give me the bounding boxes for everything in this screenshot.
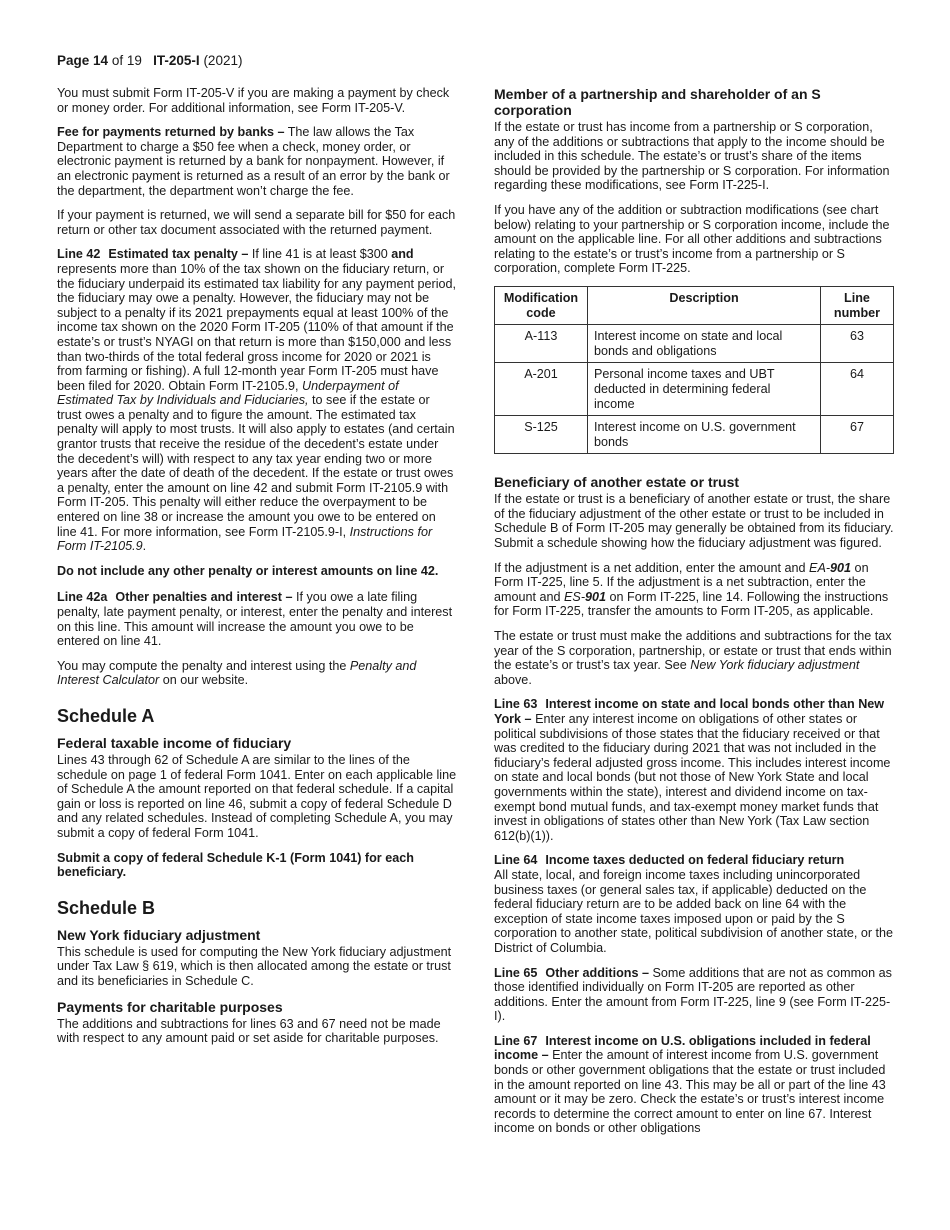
line67-title: Interest income on U.S. obligations included in federal income – xyxy=(494,1033,871,1063)
line64-text: All state, local, and foreign income taxes including unincorporated business taxes (or general sales tax, if applicable) deducted on the federal fiduciary return are to be added back on line 64 with the exception of state income taxes imposed upon or paid by the S corporation to another state, political subdivision of another state, or the District of Columbia. xyxy=(494,867,894,955)
es-code-prefix: ES- xyxy=(564,589,586,604)
schedule-a-subheading: Federal taxable income of fiduciary xyxy=(57,734,292,751)
modification-description: Interest income on state and local bonds and obligations xyxy=(588,325,821,363)
table-header-row xyxy=(495,286,894,324)
charitable-subheading: Payments for charitable purposes xyxy=(57,998,283,1015)
modification-description: Interest income on U.S. government bonds xyxy=(588,416,821,454)
line-number: 64 xyxy=(821,363,894,416)
schedule-b-subheading: New York fiduciary adjustment xyxy=(57,926,261,943)
page-number: 14 xyxy=(93,53,109,68)
fee-label: Fee for payments returned by banks – xyxy=(57,125,285,140)
returned-payment-paragraph: If your payment is returned, we will send a separate bill for $50 for each return or other tax document associated with the returned payment. xyxy=(57,208,456,237)
submit-it205v-paragraph: You must submit Form IT-205-V if you are making a payment by check or money order. For additional information, see Form IT-205-V. xyxy=(57,86,450,115)
line65-paragraph xyxy=(494,966,894,1024)
line63-label: Line 63 xyxy=(494,697,538,712)
table-row xyxy=(495,363,894,416)
ea-code-number: 901 xyxy=(830,560,852,575)
member-heading: Member of a partnership and shareholder of an S corporation xyxy=(494,86,821,118)
line65-label: Line 65 xyxy=(494,965,538,980)
page-header xyxy=(57,53,242,68)
es-code-number: 901 xyxy=(585,589,607,604)
calc-text-a: You may compute the penalty and interest using the xyxy=(57,658,350,673)
schedule-b-heading: Schedule B xyxy=(57,897,156,918)
line42-instructions-title: Instructions for Form IT-2105.9 xyxy=(57,524,433,554)
line-number: 67 xyxy=(821,416,894,454)
beneficiary-paragraph-3 xyxy=(494,629,894,687)
modification-description: Personal income taxes and UBT deducted in determining federal income xyxy=(588,363,821,416)
line63-paragraph xyxy=(494,697,894,843)
table-row xyxy=(495,416,894,454)
page-total: of 19 xyxy=(111,53,142,68)
fee-text: The law allows the Tax Department to charge a $50 fee when a check, money order, or electronic payment is returned by a bank for nonpayment. However, if an electronic payment is returned as a result of an error by the bank or the department, the department won’t charge the fee. xyxy=(57,125,450,198)
line42a-title: Other penalties and interest – xyxy=(115,590,293,605)
column-header: Modification code xyxy=(495,286,588,324)
member-paragraph-1: If the estate or trust has income from a partnership or S corporation, any of the additions or subtractions that apply to the income should be included in this schedule. The estate’s or trust’s share of the items should be provided by the partnership or S corporation. For information regarding these modifications, see Form IT-225-I. xyxy=(494,120,890,193)
line42a-label: Line 42a xyxy=(57,590,108,605)
schedule-a-note: Submit a copy of federal Schedule K-1 (Form 1041) for each beneficiary. xyxy=(57,850,414,880)
beneficiary-heading: Beneficiary of another estate or trust xyxy=(494,474,740,491)
line63-title: Interest income on state and local bonds other than New York – xyxy=(494,697,885,726)
line42-paragraph xyxy=(57,247,457,553)
line42a-paragraph xyxy=(57,590,457,648)
charitable-paragraph: The additions and subtractions for lines 63 and 67 need not be made with respect to any amount paid or set aside for charitable purposes. xyxy=(57,1016,441,1046)
column-header: Line number xyxy=(821,286,894,324)
schedule-a-heading: Schedule A xyxy=(57,705,155,726)
modification-code: S-125 xyxy=(495,416,588,454)
benef-text-b: on Form IT-225, line 5. If the adjustment is a net subtraction, enter the amount and xyxy=(494,560,869,604)
column-header: Description xyxy=(588,286,821,324)
line42-form-title: Underpayment of Estimated Tax by Individuals and Fiduciaries, xyxy=(57,378,399,408)
benef3-text-a: The estate or trust must make the additions and subtractions for the tax year of the S corporation, partnership, or estate or trust that ends within the estate’s or trust’s tax year. See xyxy=(494,629,892,673)
line65-text: Some additions that are not as common as those identified individually on Form IT-205 are reported as other additions. Enter the amount from Form IT-225, line 9 (see Form IT-225-I). xyxy=(494,965,892,1024)
line42-title: Estimated tax penalty – xyxy=(108,247,249,262)
no-include-note: Do not include any other penalty or interest amounts on line 42. xyxy=(57,563,439,578)
beneficiary-paragraph-1: If the estate or trust is a beneficiary of another estate or trust, the share of the fiduciary adjustment of the other estate or trust to be included in Schedule B of Form IT-205 may generally be obtained from its fiduciary. Submit a schedule showing how the fiduciary adjustment was figured. xyxy=(494,492,894,551)
line42-text-c: to see if the estate or trust owes a penalty and to figure the amount. The estimated tax penalty will apply to most trusts. It will also apply to estates (and certain grantor trusts that receive the residue of the decedent’s estate under the decedent’s will) with respect to any tax year ending two or more years after the date of death of the decedent. If the estate or trust owes a penalty, enter the amount on line 42 and submit Form IT-2105.9 with Form IT-205. This penalty will either reduce the overpayment to be entered on line 38 or increase the amount you owe to be entered on line 41. For more information, see Form IT-2105.9-I, xyxy=(57,393,455,539)
beneficiary-paragraph-2 xyxy=(494,561,894,619)
page-word: Page xyxy=(57,53,90,68)
line42a-text: If you owe a late filing penalty, late payment penalty, or interest, enter the penalty and interest on this line. This amount will increase the amount you owe to be entered on line 41. xyxy=(57,590,453,649)
line42-text-b: represents more than 10% of the tax shown on the fiduciary return, or the fiduciary underpaid its estimated tax liability for any payment period, the fiduciary may owe a penalty. However, the fiduciary may not be subject to a penalty if its 2021 prepayments equal at least 100% of the income tax shown on the 2020 Form IT-205 (110% of that amount if the estate’s or trust’s NYAGI on that return is more than $150,000 and less than two-thirds of the total federal gross income for 2020 or 2021 is from farming or fishing). A full 12-month year Form IT-205 must have been filed for 2020. Obtain Form IT-2105.9, xyxy=(57,261,457,393)
line64-title: Income taxes deducted on federal fiduciary return xyxy=(545,853,845,868)
ea-code-prefix: EA- xyxy=(809,560,831,575)
schedule-b-paragraph: This schedule is used for computing the New York fiduciary adjustment under Tax Law § 619, which is then allocated among the estate or trust and its beneficiaries in Schedule C. xyxy=(57,944,452,988)
line-number: 63 xyxy=(821,325,894,363)
modification-code: A-201 xyxy=(495,363,588,416)
modification-code: A-113 xyxy=(495,325,588,363)
fee-paragraph xyxy=(57,125,457,198)
member-paragraph-2: If you have any of the addition or subtraction modifications (see chart below) relating to your partnership or S corporation income, include the amount on the applicable line. For all other additions and subtractions relating to the estate’s or trust’s income from a partnership or S corporation, complete Form IT-225. xyxy=(494,202,890,276)
line67-label: Line 67 xyxy=(494,1033,538,1048)
form-year: (2021) xyxy=(203,53,243,68)
table-row xyxy=(495,325,894,363)
benef-text-c: on Form IT-225, line 14. Following the instructions for Form IT-225, transfer the amounts to Form IT-205, as applicable. xyxy=(494,589,889,619)
benef3-text-b: above. xyxy=(494,672,532,687)
line42-text-a: If line 41 is at least $300 xyxy=(248,247,392,262)
right-column xyxy=(494,86,894,1146)
left-column xyxy=(57,86,457,1056)
modification-table xyxy=(494,286,894,454)
line65-title: Other additions – xyxy=(545,965,649,980)
line64-paragraph xyxy=(494,853,894,955)
line42-label: Line 42 xyxy=(57,247,101,262)
calculator-name: Penalty and Interest Calculator xyxy=(57,658,417,688)
line63-text: Enter any interest income on obligations of other states or political subdivisions of those states that the fiduciary received or that was credited to the fiduciary during 2021 that was not included in the fiduciary’s federal adjusted gross income. This includes interest income on state and local bonds (but not those of New York State and local governments within the state), interest and dividend income on tax-exempt bond mutual funds, and tax-exempt money market funds that invest in obligations of states other than New York (Tax Law section 612(b)(1)). xyxy=(494,712,891,843)
line42-end: . xyxy=(142,539,147,554)
line64-label: Line 64 xyxy=(494,853,538,868)
benef-text-a: If the adjustment is a net addition, enter the amount and xyxy=(494,560,810,575)
line42-and: and xyxy=(391,247,414,262)
line67-text: Enter the amount of interest income from U.S. government bonds or other government obligations that the estate or trust included in the amount reported on line 43. This may be all or part of the line 43 amount or it may be zero. Check the estate’s or trust’s interest income records to determine the correct amount to enter on line 67. Interest income on bonds or other obligations xyxy=(494,1048,886,1136)
calculator-paragraph xyxy=(57,659,457,688)
line67-paragraph xyxy=(494,1034,894,1136)
calc-text-b: on our website. xyxy=(159,673,249,688)
form-id: IT-205-I xyxy=(153,53,200,68)
benef3-reference: New York fiduciary adjustment xyxy=(690,658,860,673)
schedule-a-paragraph: Lines 43 through 62 of Schedule A are similar to the lines of the schedule on page 1 of federal Form 1041. Enter on each applicable line of Schedule A the amount reported on that federal schedule. If a capital gain or loss is reported on line 46, submit a copy of federal Schedule D and any related schedules. Instead of completing Schedule A, you may submit a copy of federal Form 1041. xyxy=(57,752,457,840)
